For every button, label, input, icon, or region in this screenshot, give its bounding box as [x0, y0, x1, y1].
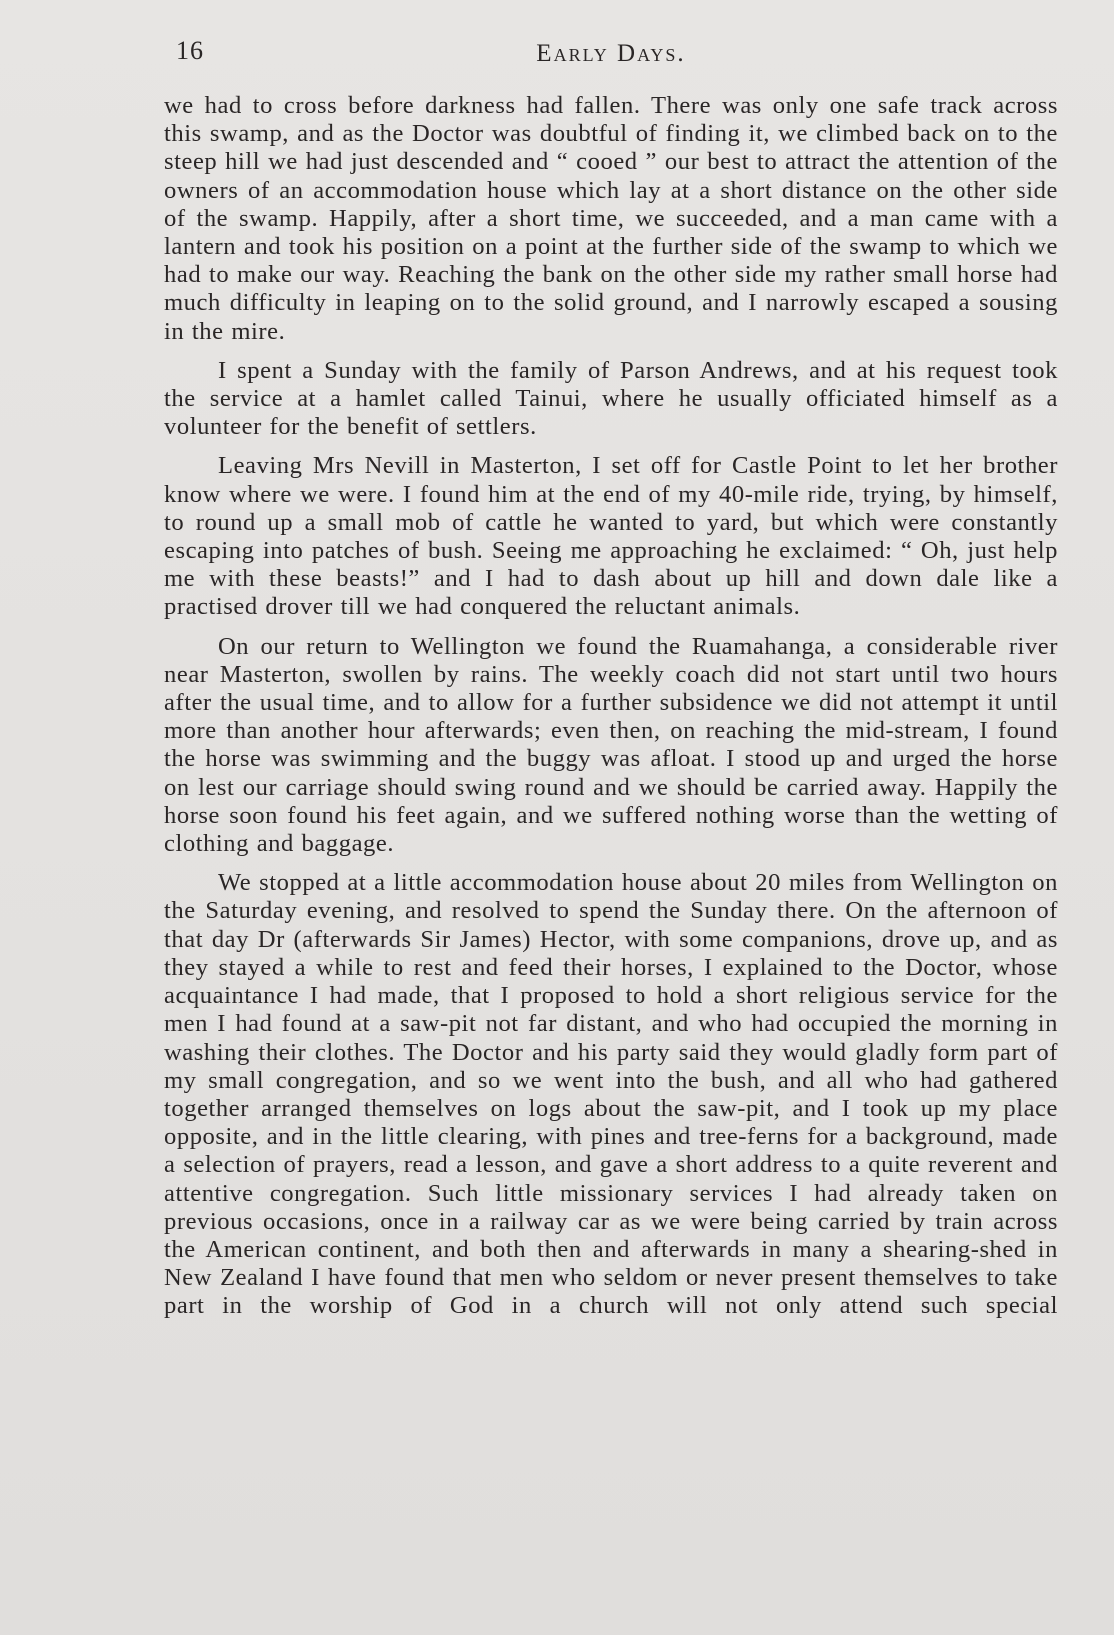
paragraph-saw-pit-service: We stopped at a little accommodation house about 20 miles from Wellington on the Saturday evening, and resolved to spend the Sunday there. On the afternoon of that day Dr (afterwards Sir James) Hector, with some companions, drove up, and as they stayed a while to rest and feed their horses, I explained to the Doctor, whose acquaintance I had made, that I proposed to hold a short religious service for the men I had found at a saw-pit not far distant, and who had occupied the morning in washing their clothes. The Doctor and his party said they would gladly form part of my small congregation, and so we went into the bush, and all who had gathered together arranged themselves on logs about the saw-pit, and I took up my place opposite, and in the little clearing, with pines and tree-ferns for a background, made a selection of prayers, read a lesson, and gave a short address to a quite reverent and attentive congregation. Such little missionary services I had already taken on previous occasions, once in a railway car as we were being carried by train across the American continent, and both then and afterwards in many a shearing-shed in New Zealand I have found that men who seldom or never present themselves to take part in the worship of God in a church will not only attend such special — [164, 869, 1058, 1320]
paragraph-parson-andrews: I spent a Sunday with the family of Parson Andrews, and at his request took the service at a hamlet called Tainui, where he usually officiated himself as a volunteer for the benefit of settlers. — [164, 356, 1058, 441]
page-header — [164, 30, 1058, 74]
paragraph-river-crossing: On our return to Wellington we found the Ruamahanga, a considerable river near Masterton, swollen by rains. The weekly coach did not start until two hours after the usual time, and to allow for a further subsidence we did not attempt it until more than another hour afterwards; even then, on reaching the mid-stream, I found the horse was swimming and the buggy was afloat. I stood up and urged the horse on lest our carriage should swing round and we should be carried away. Happily the horse soon found his feet again, and we suffered nothing worse than the wetting of clothing and baggage. — [164, 632, 1058, 858]
page-number: 16 — [176, 36, 204, 65]
paragraph-swamp-crossing: we had to cross before darkness had fallen. There was only one safe track across this swamp, and as the Doctor was doubtful of finding it, we climbed back on to the steep hill we had just descended and “ cooed ” our best to attract the attention of the owners of an accommodation house which lay at a short distance on the other side of the swamp. Happily, after a short time, we succeeded, and a man came with a lantern and took his position on a point at the further side of the swamp to which we had to make our way. Reaching the bank on the other side my rather small horse had much difficulty in leaping on to the solid ground, and I narrowly escaped a sousing in the mire. — [164, 92, 1058, 345]
paragraph-castle-point: Leaving Mrs Nevill in Masterton, I set off for Castle Point to let her brother know where we were. I found him at the end of my 40-mile ride, trying, by himself, to round up a small mob of cattle he wanted to yard, but which were constantly escaping into patches of bush. Seeing me approaching he exclaimed: “ Oh, just help me with these beasts!” and I had to dash about up hill and down dale like a practised drover till we had conquered the reluctant animals. — [164, 452, 1058, 621]
body-text — [164, 92, 1058, 1332]
running-title: Early Days. — [536, 40, 686, 67]
